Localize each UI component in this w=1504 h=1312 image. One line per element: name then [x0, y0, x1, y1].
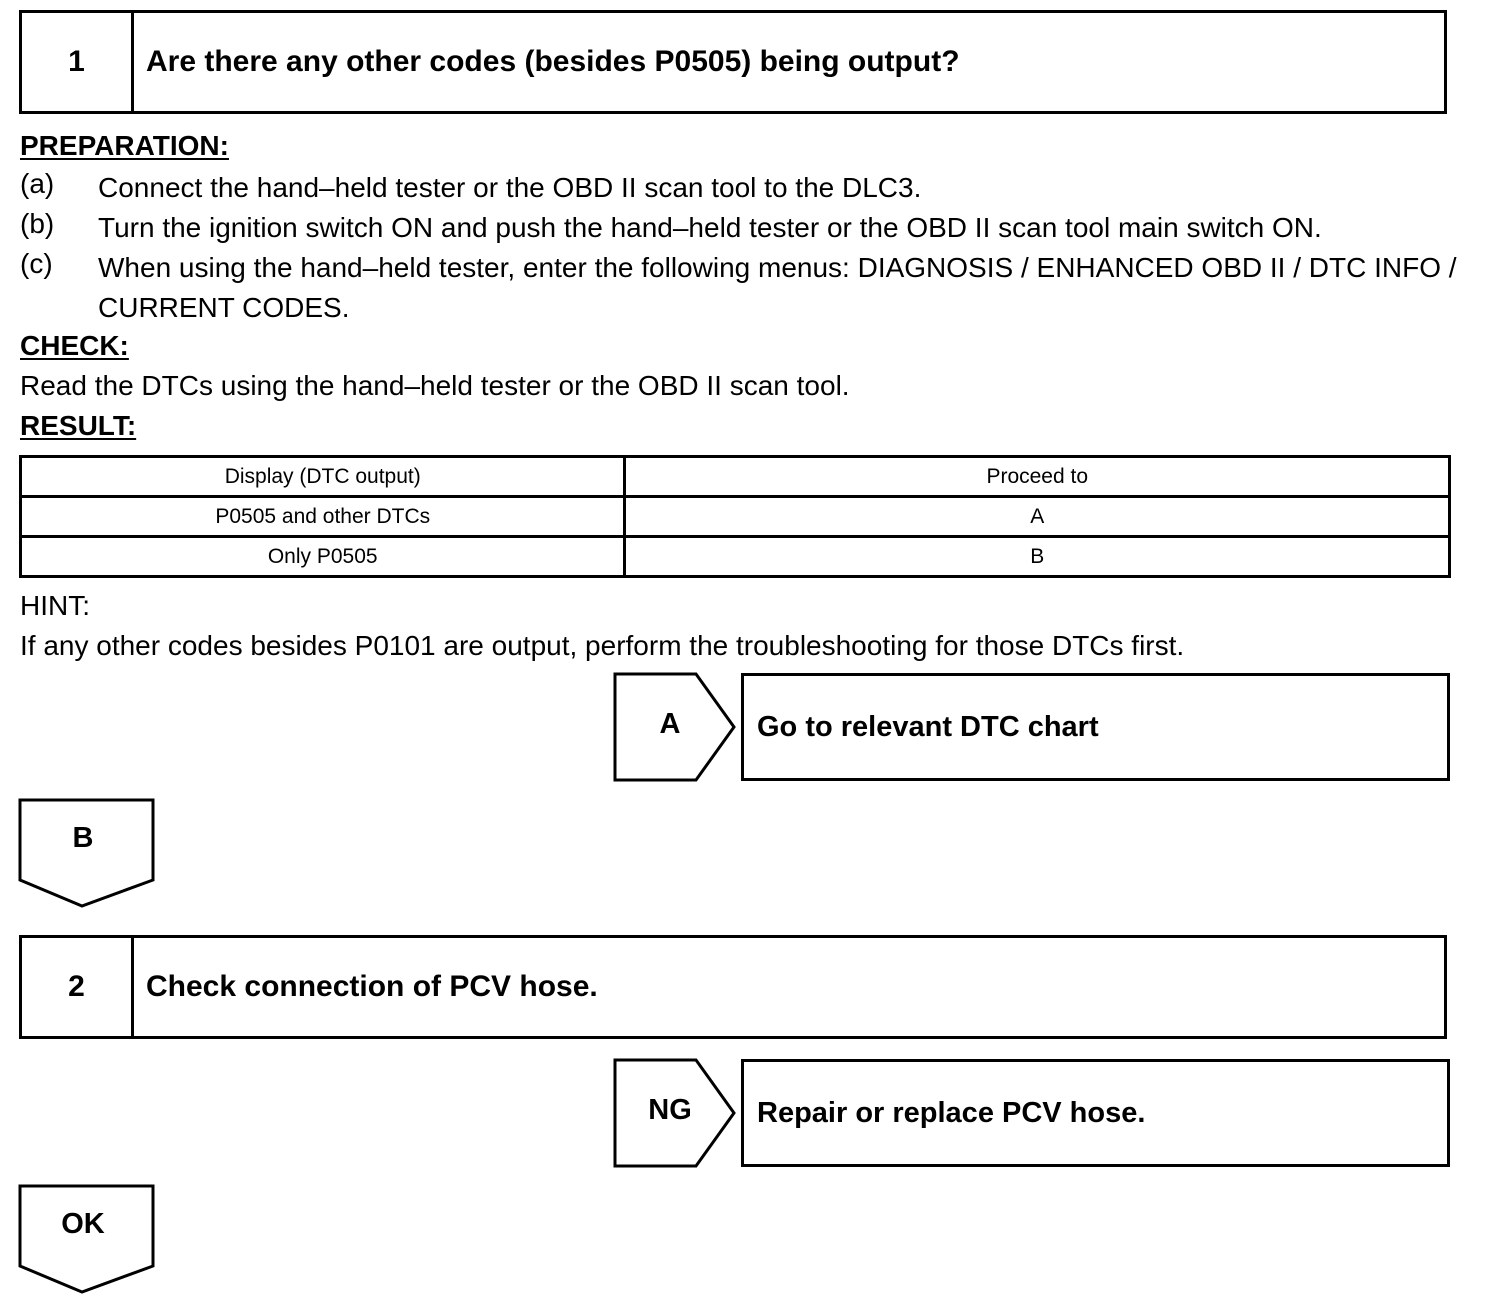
table-cell: Only P0505: [21, 537, 625, 577]
result-label: RESULT:: [20, 410, 137, 441]
branch-ok-label: OK: [61, 1208, 105, 1240]
prep-item-letter: (b): [20, 208, 55, 239]
step-2-title: Check connection of PCV hose.: [146, 970, 598, 1003]
hint-label: HINT:: [20, 590, 90, 621]
preparation-label: PREPARATION:: [20, 130, 229, 161]
check-label: CHECK:: [20, 330, 129, 361]
prep-item-text: Turn the ignition switch ON and push the hand–held tester or the OBD II scan tool main switch ON.: [98, 212, 1322, 243]
table-cell: B: [625, 537, 1450, 577]
step-2-header: [19, 935, 1447, 1039]
table-header-cell: Proceed to: [625, 457, 1450, 497]
step-1-number: 1: [22, 13, 134, 111]
prep-item-text: When using the hand–held tester, enter the following menus: DIAGNOSIS / ENHANCED OBD II / DTC INFO / CURRENT CODES.: [98, 252, 1457, 323]
check-text: Read the DTCs using the hand–held tester or the OBD II scan tool.: [20, 370, 850, 401]
prep-item-letter: (c): [20, 248, 53, 279]
branch-ng-action: Repair or replace PCV hose.: [741, 1059, 1450, 1167]
prep-item-text: Connect the hand–held tester or the OBD II scan tool to the DLC3.: [98, 172, 922, 203]
step-2-number: 2: [22, 938, 134, 1036]
table-header-cell: Display (DTC output): [21, 457, 625, 497]
hint-text: If any other codes besides P0101 are output, perform the troubleshooting for those DTCs first.: [20, 630, 1185, 661]
prep-item-letter: (a): [20, 168, 55, 199]
branch-ng-label: NG: [648, 1094, 692, 1126]
branch-a-action: Go to relevant DTC chart: [741, 673, 1450, 781]
branch-a-label: A: [659, 708, 681, 740]
table-cell: A: [625, 497, 1450, 537]
step-1-title: Are there any other codes (besides P0505) being output?: [146, 45, 960, 78]
branch-b-label: B: [72, 822, 94, 854]
table-cell: P0505 and other DTCs: [21, 497, 625, 537]
